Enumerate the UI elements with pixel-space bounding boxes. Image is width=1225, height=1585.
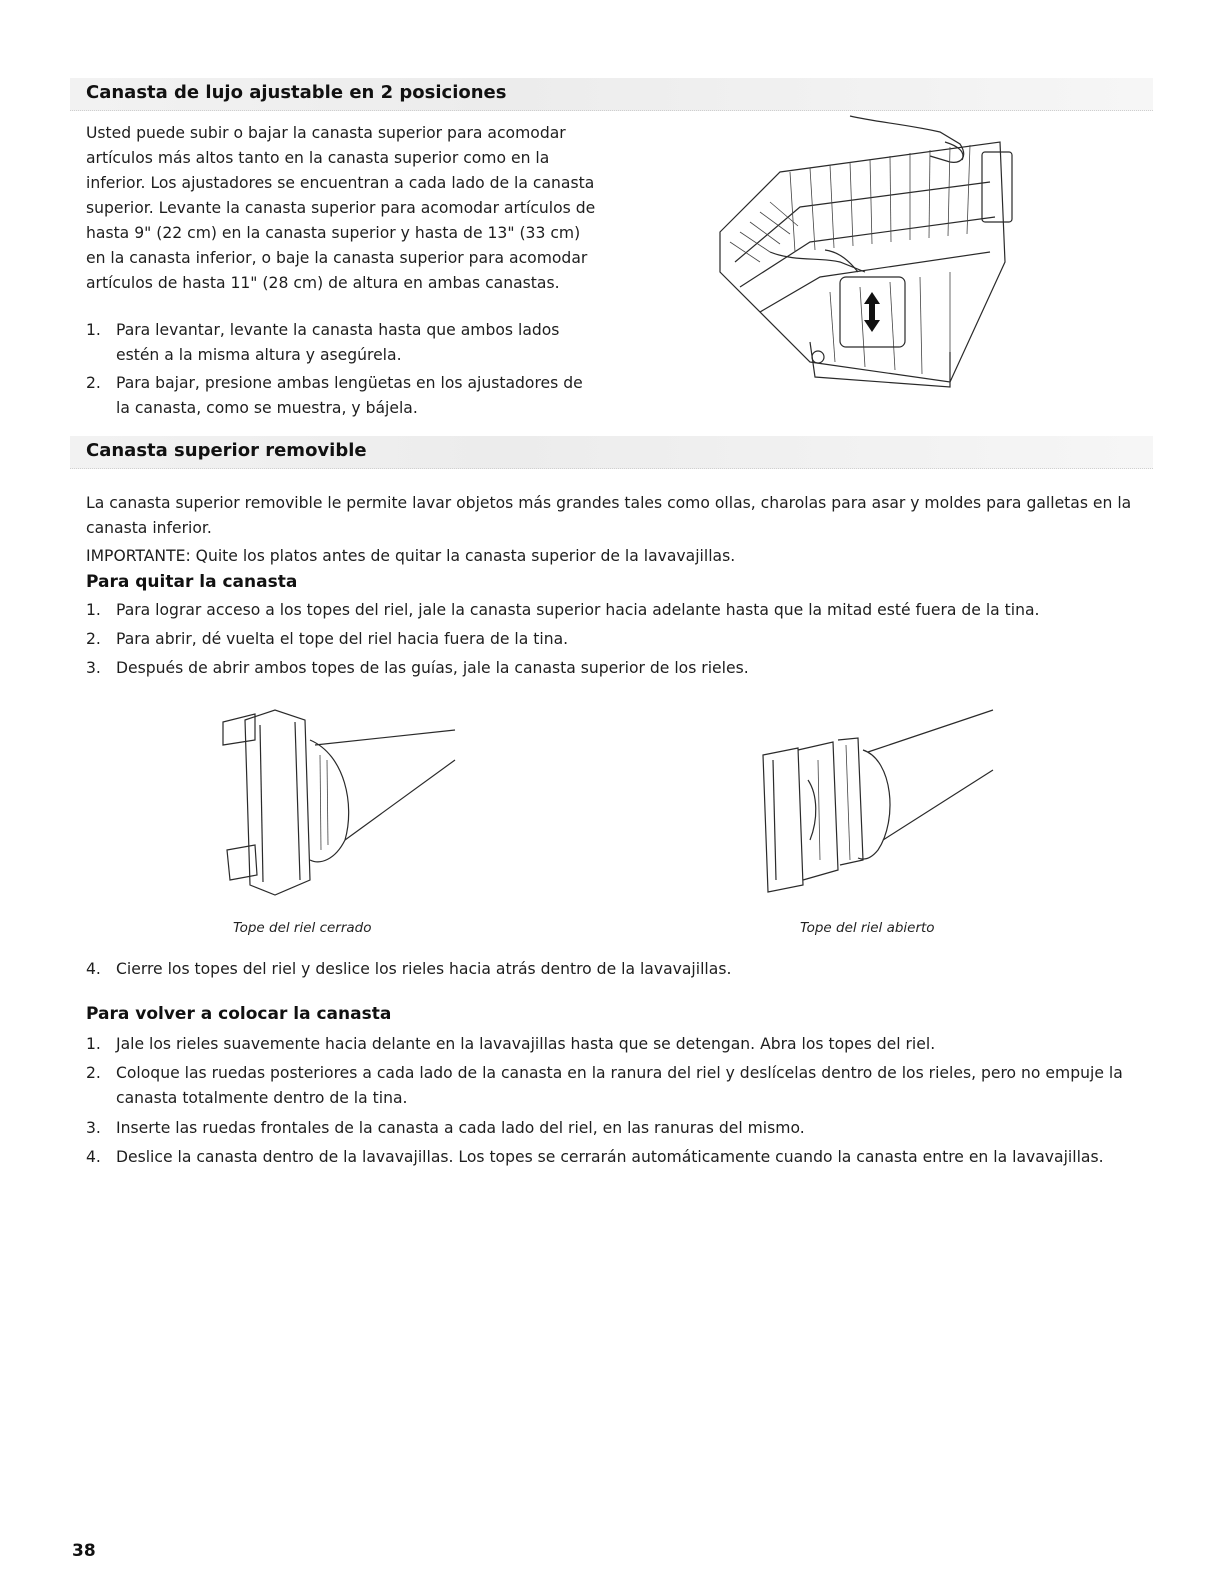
remove-step-3 — [86, 656, 1156, 681]
rail-stop-closed-illustration — [215, 700, 475, 905]
step-text: Deslice la canasta dentro de la lavavajillas. Los topes se cerrarán automáticamente cuando la canasta entre en la lavavajillas. — [116, 1148, 1104, 1166]
step-number: 3. — [86, 1119, 101, 1137]
step-text: Para lograr acceso a los topes del riel, jale la canasta superior hacia adelante hasta que la mitad esté fuera de la tina. — [116, 601, 1040, 619]
step-number: 1. — [86, 1035, 101, 1053]
step-number: 1. — [86, 321, 101, 339]
caption-rail-stop-open: Tope del riel abierto — [800, 920, 935, 936]
page-number: 38 — [72, 1541, 96, 1561]
step-number: 4. — [86, 1148, 101, 1166]
step-number: 2. — [86, 374, 101, 392]
section-header-adjustable-rack — [70, 78, 1153, 111]
step-text: Inserte las ruedas frontales de la canasta a cada lado del riel, en las ranuras del mismo. — [116, 1119, 805, 1137]
step-text: Jale los rieles suavemente hacia delante en la lavavajillas hasta que se detengan. Abra los topes del riel. — [116, 1035, 936, 1053]
remove-step-2 — [86, 627, 1156, 652]
caption-rail-stop-closed: Tope del riel cerrado — [233, 920, 372, 936]
remove-rack-heading: Para quitar la canasta — [86, 572, 298, 592]
step-text: Después de abrir ambos topes de las guías, jale la canasta superior de los rieles. — [116, 659, 749, 677]
step-number: 3. — [86, 659, 101, 677]
rack-adjuster-illustration — [700, 112, 1020, 412]
step-text: Para levantar, levante la canasta hasta que ambos lados estén a la misma altura y asegúrela. — [116, 321, 560, 364]
step-text: Para abrir, dé vuelta el tope del riel hacia fuera de la tina. — [116, 630, 569, 648]
section-title: Canasta superior removible — [86, 440, 367, 461]
rail-stop-open-illustration — [758, 700, 1003, 905]
step-number: 4. — [86, 960, 101, 978]
adjust-step-2 — [86, 371, 606, 421]
replace-step-2 — [86, 1061, 1156, 1111]
step-number: 2. — [86, 1064, 101, 1082]
replace-step-4 — [86, 1145, 1156, 1195]
adjustable-rack-intro: Usted puede subir o bajar la canasta superior para acomodar artículos más altos tanto en la canasta superior como en la inferior. Los ajustadores se encuentran a cada lado de la canasta superior. Levante la canasta superior para acomodar artículos de hasta 9" (22 cm) en la canasta superior y hasta de 13" (33 cm) en la canasta inferior, o baje la canasta superior para acomodar artículos de hasta 11" (28 cm) de altura en ambas canastas. — [86, 124, 596, 292]
replace-rack-heading: Para volver a colocar la canasta — [86, 1004, 392, 1024]
important-note: IMPORTANTE: Quite los platos antes de quitar la canasta superior de la lavavajillas. — [86, 547, 736, 565]
section-header-removable-rack — [70, 436, 1153, 469]
step-number: 1. — [86, 601, 101, 619]
step-text: Coloque las ruedas posteriores a cada lado de la canasta en la ranura del riel y deslícelas dentro de los rieles, pero no empuje la canasta totalmente dentro de la tina. — [116, 1064, 1123, 1107]
remove-step-1 — [86, 598, 1156, 623]
step-number: 2. — [86, 630, 101, 648]
section-title: Canasta de lujo ajustable en 2 posiciones — [86, 82, 507, 103]
step-text: Para bajar, presione ambas lengüetas en los ajustadores de la canasta, como se muestra, y bájela. — [116, 374, 583, 417]
replace-step-1 — [86, 1032, 1156, 1057]
replace-step-3 — [86, 1116, 1156, 1141]
remove-step-4 — [86, 957, 1156, 982]
step-text: Cierre los topes del riel y deslice los rieles hacia atrás dentro de la lavavajillas. — [116, 960, 732, 978]
adjust-step-1 — [86, 318, 606, 368]
removable-rack-intro: La canasta superior removible le permite lavar objetos más grandes tales como ollas, charolas para asar y moldes para galletas en la canasta inferior. — [86, 494, 1132, 537]
